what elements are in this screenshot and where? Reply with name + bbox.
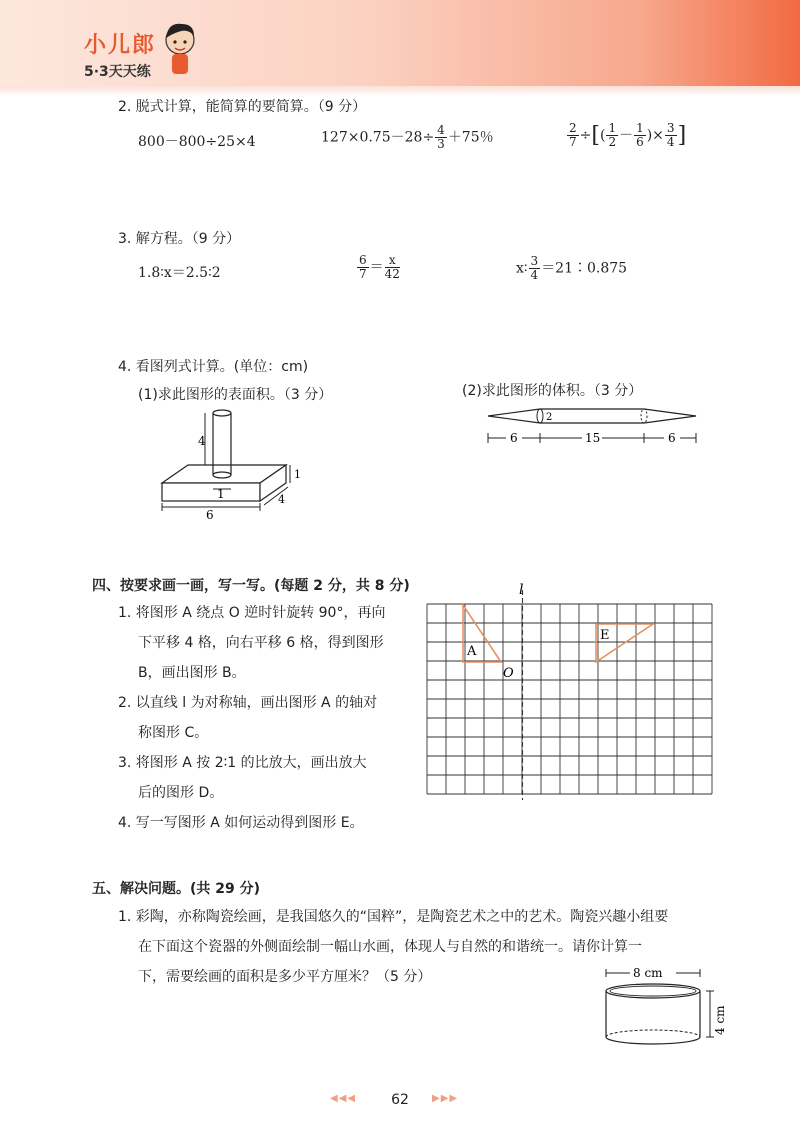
q2-heading: 2. 脱式计算，能简算的要简算。（9 分） <box>118 99 367 115</box>
q4-sub2: (2)求此图形的体积。（3 分） <box>462 383 643 399</box>
point-O-label: O <box>503 666 514 681</box>
q2-expr3-frac2: $\frac{1}{2}$ <box>608 121 617 149</box>
section4-line-3: B，画出图形 B。 <box>138 665 246 681</box>
q2-expr3-frac3: $\frac{1}{6}$ <box>636 121 644 149</box>
section4-line-1: 1. 将图形 A 绕点 O 逆时针旋转 90°，再向 <box>118 605 386 621</box>
section5-q1-line-3: 下，需要绘画的面积是多少平方厘米？（5 分） <box>138 969 432 985</box>
section4-line-6: 3. 将图形 A 按 2∶1 的比放大，画出放大 <box>118 755 367 771</box>
q2-expr2-pre: 127×0.75－28÷ <box>321 129 435 146</box>
section4-line-7: 后的图形 D。 <box>138 785 224 801</box>
logo-subtitle: 5·3天天练 <box>84 64 151 80</box>
fig1-height-label: 4 <box>198 434 206 448</box>
fig2-middle-label: 15 <box>585 431 601 445</box>
mascot-icon <box>160 18 200 78</box>
figure-cone-cylinder <box>484 402 704 452</box>
q3-eq2: $\frac{6}{7}$ ＝ $\frac{x}{42}$ <box>359 253 400 281</box>
section4-line-4: 2. 以直线 l 为对称轴，画出图形 A 的轴对 <box>118 695 378 711</box>
q2-expr3: $\frac{2}{7}$ ÷[( $\frac{1}{2}$ － $\frac{1}{6}$ )× $\frac{3}{4}$ ] <box>569 121 687 149</box>
fig1-length-label: 6 <box>206 508 214 522</box>
fig1-diameter-label: 1 <box>217 487 225 501</box>
q3-eq3-post: ＝21∶0.875 <box>541 260 628 277</box>
figure-box-cylinder <box>150 405 300 525</box>
footer-right-arrows-icon: ▶▶▶ <box>432 1093 459 1104</box>
transformation-grid <box>425 582 725 802</box>
axis-l-label: l <box>519 582 524 598</box>
q3-eq3-pre: x∶ <box>516 260 528 277</box>
q2-expr3-frac1: $\frac{2}{7}$ <box>569 121 577 149</box>
q2-expr1: 800－800÷25×4 <box>138 134 256 150</box>
section4-heading: 四、按要求画一画，写一写。(每题 2 分，共 8 分) <box>92 578 410 594</box>
section4-line-8: 4. 写一写图形 A 如何运动得到图形 E。 <box>118 815 364 831</box>
section5-q1 <box>118 902 668 992</box>
fig1-thick-label: 1 <box>294 468 301 481</box>
figure-cylinder-vessel <box>600 965 740 1055</box>
shape-E-label: E <box>600 628 610 643</box>
fig1-width-label: 4 <box>278 493 285 506</box>
q2-expr3-frac4: $\frac{3}{4}$ <box>666 121 675 149</box>
cylinder-width-label: 8 cm <box>633 966 663 980</box>
section4-items <box>118 598 385 838</box>
q3-eq2-frac2: $\frac{x}{42}$ <box>384 253 400 281</box>
q3-heading: 3. 解方程。（9 分） <box>118 231 241 247</box>
shape-A-label: A <box>467 644 477 659</box>
q3-eq3-frac: $\frac{3}{4}$ <box>530 254 539 282</box>
q2-expr2-post: ＋75％ <box>447 129 494 146</box>
footer-left-arrows-icon: ◀◀◀ <box>330 1093 357 1104</box>
q4-heading: 4. 看图列式计算。(单位：cm) <box>118 359 309 375</box>
fig2-diameter-label: 2 <box>546 412 553 423</box>
section5-q1-line-1: 1. 彩陶，亦称陶瓷绘画，是我国悠久的“国粹”，是陶瓷艺术之中的艺术。陶瓷兴趣小组要 <box>118 909 669 925</box>
logo-title: 小儿郎 <box>84 33 157 58</box>
fig2-left-label: 6 <box>510 431 518 445</box>
section4-line-5: 称图形 C。 <box>138 725 209 741</box>
logo <box>84 28 156 81</box>
fig2-right-label: 6 <box>668 431 676 445</box>
section5-heading: 五、解决问题。(共 29 分) <box>92 881 261 897</box>
q3-eq2-frac1: $\frac{6}{7}$ <box>359 253 367 281</box>
q2-expr2 <box>321 124 494 151</box>
q3-eq1: 1.8∶x＝2.5∶2 <box>138 265 221 281</box>
section4-line-2: 下平移 4 格，向右平移 6 格，得到图形 <box>138 635 384 651</box>
cylinder-height-label: 4 cm <box>713 1005 727 1035</box>
q3-eq3 <box>516 255 627 282</box>
page-number: 62 <box>391 1092 409 1108</box>
q2-expr2-frac: $\frac{4}{3}$ <box>437 123 445 151</box>
section5-q1-line-2: 在下面这个瓷器的外侧面绘制一幅山水画，体现人与自然的和谐统一。请你计算一 <box>138 939 642 955</box>
q4-sub1: (1)求此图形的表面积。（3 分） <box>138 387 333 403</box>
